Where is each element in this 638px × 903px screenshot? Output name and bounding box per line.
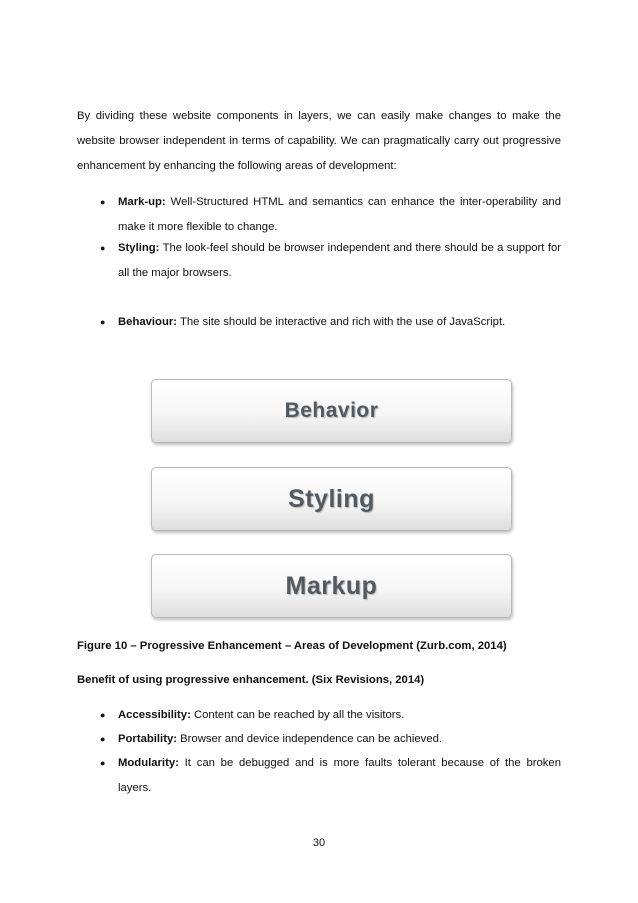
figure-caption: Figure 10 – Progressive Enhancement – Areas of Development (Zurb.com, 2014): [77, 640, 507, 652]
benefits-heading: Benefit of using progressive enhancement. (Six Revisions, 2014): [77, 674, 425, 686]
list-item-desc: The site should be interactive and rich with the use of JavaScript.: [177, 316, 506, 328]
bullet-icon: ●: [100, 758, 106, 768]
layer-label: Styling: [288, 484, 375, 513]
layer-label: Markup: [285, 571, 378, 600]
list-item-term: Mark-up:: [118, 196, 166, 208]
list-item-term: Accessibility:: [118, 709, 191, 721]
list-item-desc: Browser and device independence can be achieved.: [177, 733, 443, 745]
list-item-portability: [100, 727, 561, 752]
bullet-icon: ●: [100, 197, 106, 207]
list-item-desc: Content can be reached by all the visitors.: [190, 709, 405, 721]
list-item-markup: [100, 190, 561, 240]
bullet-icon: ●: [100, 734, 106, 744]
list-item-styling: [100, 236, 561, 286]
bullet-icon: ●: [100, 710, 106, 720]
list-item-term: Styling:: [118, 242, 160, 254]
list-item-modularity: [100, 751, 561, 801]
list-item-behaviour: [100, 310, 561, 335]
figure-layer-styling: [151, 467, 512, 531]
list-item-accessibility: [100, 703, 561, 728]
list-item-desc: The look-feel should be browser independent and there should be a support for all the major browsers.: [118, 242, 561, 279]
intro-paragraph: By dividing these website components in layers, we can easily make changes to make the website browser independent in terms of capability. We can pragmatically carry out progressive enhancement by enhancing the following areas of development:: [77, 110, 561, 172]
list-item-desc: It can be debugged and is more faults tolerant because of the broken layers.: [118, 757, 561, 794]
page-number: 30: [312, 837, 326, 849]
list-item-term: Behaviour:: [118, 316, 178, 328]
bullet-icon: ●: [100, 243, 106, 253]
list-item-term: Modularity:: [118, 757, 179, 769]
bullet-icon: ●: [100, 317, 106, 327]
list-item-desc: Well-Structured HTML and semantics can enhance the inter-operability and make it more flexible to change.: [118, 196, 561, 233]
layer-label: Behavior: [284, 399, 379, 422]
list-item-term: Portability:: [118, 733, 177, 745]
figure-layer-behavior: [151, 379, 512, 443]
figure-layer-markup: [151, 554, 512, 618]
